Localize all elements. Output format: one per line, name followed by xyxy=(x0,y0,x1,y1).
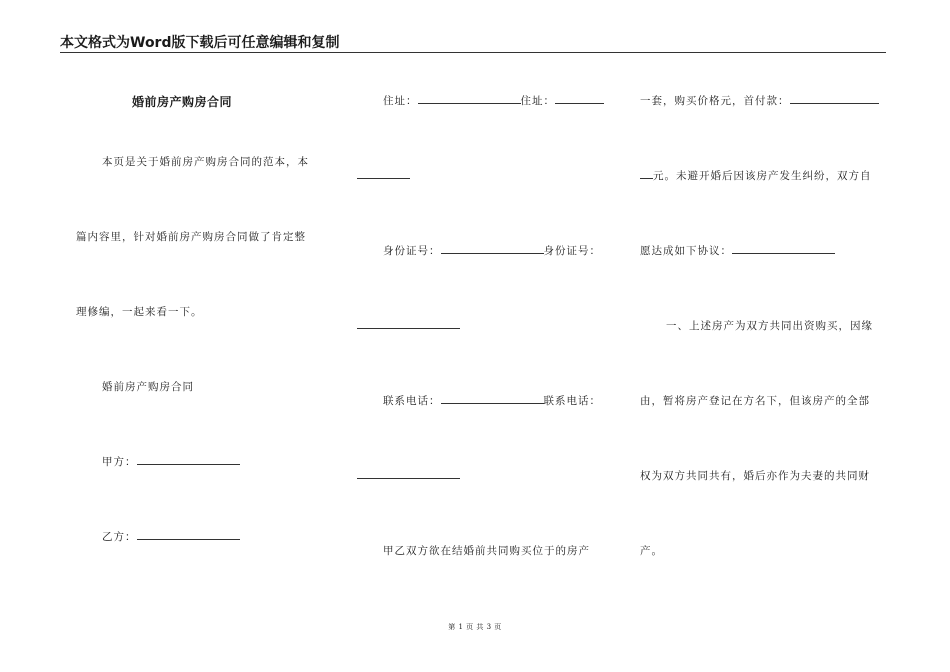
intro-line-2: 篇内容里，针对婚前房产购房合同做了肯定整 xyxy=(76,231,306,243)
contract-subtitle: 婚前房产购房合同 xyxy=(102,381,194,393)
intro-line-3: 理修编，一起来看一下。 xyxy=(76,306,203,318)
header-title: 本文格式为Word版下载后可任意编辑和复制 xyxy=(60,35,340,51)
price-continuation xyxy=(640,168,872,183)
amount-blank xyxy=(640,168,653,179)
price-continuation-text: 元。未避开婚后因该房产发生纠纷，双方自 xyxy=(653,170,872,182)
document-header xyxy=(60,34,886,53)
agreement-blank xyxy=(732,243,835,254)
price-text: 一套，购买价格元，首付款： xyxy=(640,95,790,107)
id-blank-1 xyxy=(441,243,544,254)
purchase-para: 甲乙双方欲在结婚前共同购买位于的房产 xyxy=(383,545,590,557)
id-label-1: 身份证号： xyxy=(383,245,441,257)
address-label-2: 住址： xyxy=(520,95,555,107)
phone-label-1: 联系电话： xyxy=(383,395,441,407)
party-a-label: 甲方： xyxy=(102,456,137,468)
clause-1-line-2: 由，暂将房产登记在方名下，但该房产的全部 xyxy=(640,395,870,407)
phone-blank-1 xyxy=(441,393,544,404)
agreement-text: 愿达成如下协议： xyxy=(640,245,732,257)
address-label-1: 住址： xyxy=(383,95,418,107)
down-payment-blank xyxy=(790,93,879,104)
address-blank-2 xyxy=(555,93,604,104)
id-label-2: 身份证号： xyxy=(543,245,601,257)
contract-title: 婚前房产购房合同 xyxy=(132,95,233,109)
party-b-label: 乙方： xyxy=(102,531,137,543)
phone-continuation xyxy=(357,468,460,482)
party-a-blank xyxy=(137,454,240,465)
phone-blank-2 xyxy=(357,468,460,479)
agreement-line xyxy=(640,243,835,258)
phone-label-2: 联系电话： xyxy=(543,395,601,407)
address-blank-3 xyxy=(357,168,410,179)
id-continuation xyxy=(357,318,460,332)
page-footer xyxy=(0,622,950,632)
party-a-line xyxy=(102,454,240,469)
clause-1-line-1: 一、上述房产为双方共同出资购买，因缘 xyxy=(666,320,873,332)
price-line xyxy=(640,93,879,108)
phone-line xyxy=(383,393,601,408)
party-b-line xyxy=(102,529,240,544)
party-b-blank xyxy=(137,529,240,540)
address-blank-1 xyxy=(418,93,521,104)
page-number: 第 1 页 共 3 页 xyxy=(448,623,502,631)
clause-1-line-3: 权为双方共同共有，婚后亦作为夫妻的共同财 xyxy=(640,470,870,482)
address-line xyxy=(383,93,604,108)
address-continuation xyxy=(357,168,410,182)
id-line xyxy=(383,243,601,258)
id-blank-2 xyxy=(357,318,460,329)
clause-1-line-4: 产。 xyxy=(640,545,663,557)
intro-line-1: 本页是关于婚前房产购房合同的范本，本 xyxy=(102,156,309,168)
